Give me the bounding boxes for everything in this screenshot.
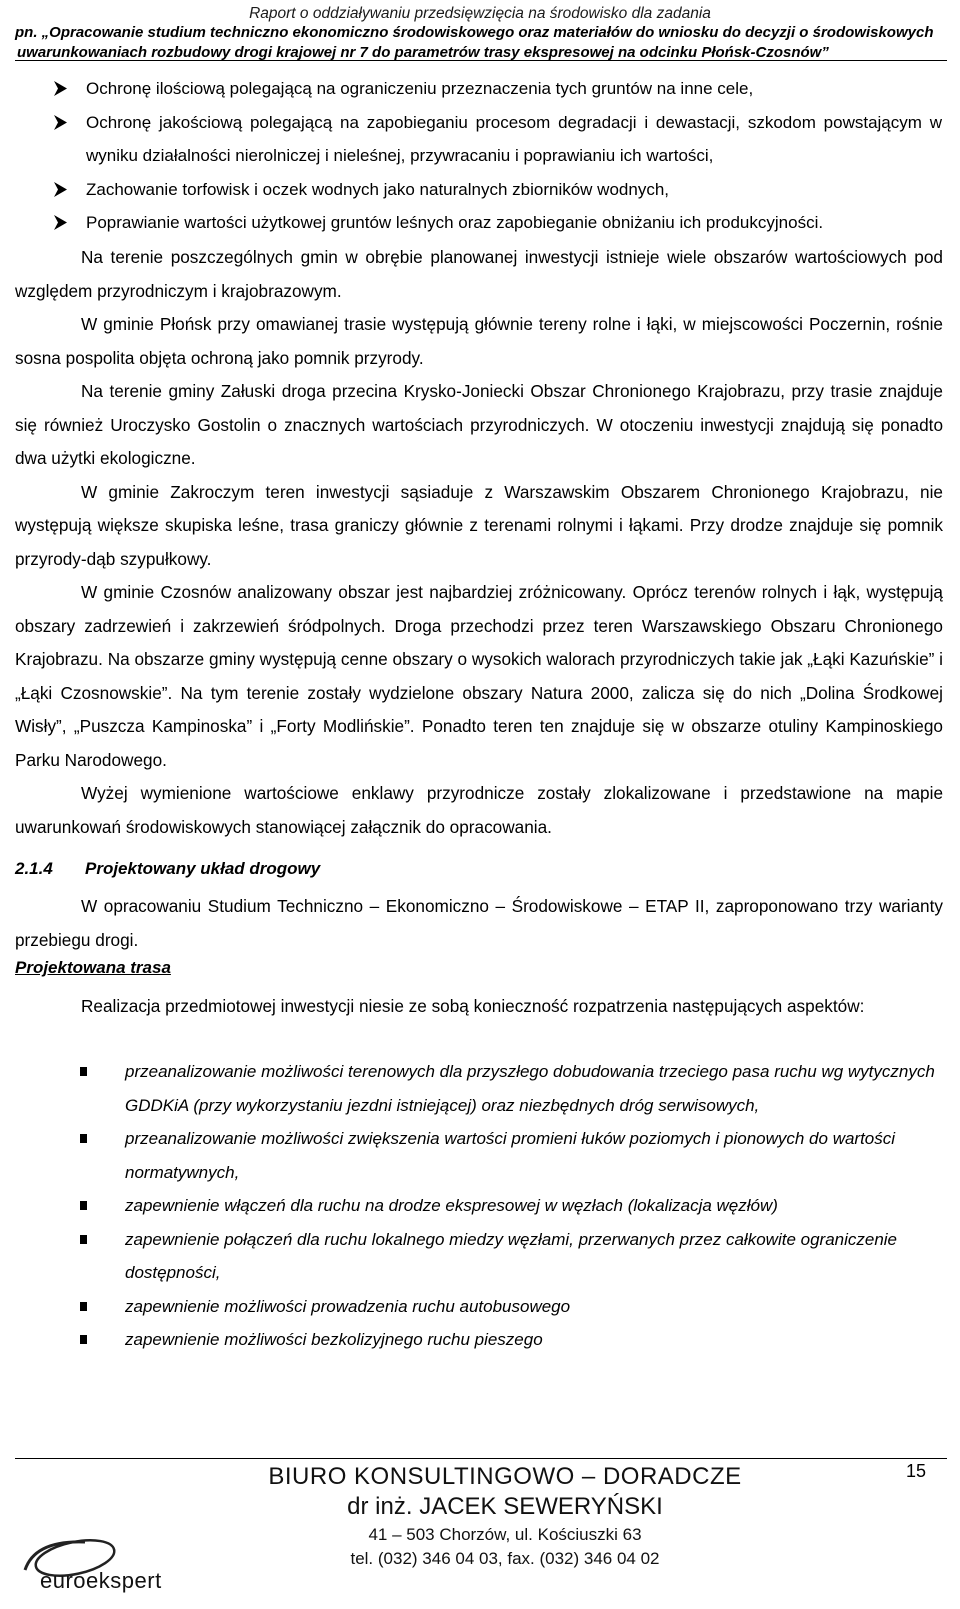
paragraph: Na terenie gminy Załuski droga przecina Krysko-Joniecki Obszar Chronionego Krajobrazu, przy trasie znajduje się również Uroczysko Gostolin o znacznych wartościach przyrodniczych. W otoczeniu inwestycji znajdują się ponadto dwa użytki ekologiczne. [15,381,943,468]
list-item: zapewnienie możliwości bezkolizyjnego ruchu pieszego [80,1323,942,1357]
page-number: 15 [906,1461,927,1481]
aspects-list [80,1055,942,1357]
header-line-2: pn. „Opracowanie studium techniczno ekonomiczno środowiskowego oraz materiałów do wniosku do decyzji o środowiskowych [15,24,934,41]
header-line-1: Raport o oddziaływaniu przedsięwzięcia na środowisko dla zadania [249,5,711,22]
arrowhead-bullet-icon [52,72,72,105]
header-line-3: uwarunkowaniach rozbudowy drogi krajowej nr 7 do parametrów trasy ekspresowej na odcinku Płońsk-Czosnów” [17,44,829,61]
footer-rule [15,1458,947,1459]
company-phone: tel. (032) 346 04 03, fax. (032) 346 04 02 [350,1549,660,1568]
square-bullet-icon [80,1235,87,1244]
body-text [15,241,943,844]
list-item: zapewnienie włączeń dla ruchu na drodze ekspresowej w węzłach (lokalizacja węzłów) [80,1189,942,1223]
square-bullet-icon [80,1134,87,1143]
arrowhead-bullet-icon [52,206,72,239]
list-item: zapewnienie możliwości prowadzenia ruchu autobusowego [80,1290,942,1324]
header-rule [15,60,947,61]
arrowhead-bullet-icon [52,173,72,206]
company-address: 41 – 503 Chorzów, ul. Kościuszki 63 [368,1525,642,1544]
section-number: 2.1.4 [15,859,53,878]
list-item: Ochronę jakościową polegającą na zapobieganiu procesom degradacji i dewastacji, szkodom powstającym w wyniku działalności nierolniczej i nieleśnej, przywracaniu i poprawianiu ich wartości, [52,106,942,173]
paragraph: Wyżej wymienione wartościowe enklawy przyrodnicze zostały zlokalizowane i przedstawione na mapie uwarunkowań środowiskowych stanowiącej załącznik do opracowania. [15,783,943,837]
protection-list [52,72,942,240]
square-bullet-icon [80,1302,87,1311]
list-item: Zachowanie torfowisk i oczek wodnych jako naturalnych zbiorników wodnych, [52,173,942,207]
subsection-title: Projektowana trasa [15,958,171,977]
section-title: Projektowany układ drogowy [85,859,321,878]
company-name: BIURO KONSULTINGOWO – DORADCZE [268,1463,742,1490]
paragraph: W gminie Czosnów analizowany obszar jest najbardziej zróżnicowany. Oprócz terenów rolnych i łąk, występują obszary zadrzewień i zakrzewień śródpolnych. Droga przechodzi przez teren Warszawskiego Obszaru Chronionego Krajobrazu. Na obszarze gminy występują cenne obszary o wysokich walorach przyrodniczych takie jak „Łąki Kazuńskie” i „Łąki Czosnowskie”. Na tym terenie zostały wydzielone obszary Natura 2000, zalicza się do nich „Dolina Środkowej Wisły”, „Puszcza Kampinoska” i „Forty Modlińskie”. Ponadto teren ten znajduje się w obszarze otuliny Kampinoskiego Parku Narodowego. [15,582,943,770]
paragraph: W gminie Płońsk przy omawianej trasie występują głównie tereny rolne i łąki, w miejscowości Poczernin, rośnie sosna pospolita objęta ochroną jako pomnik przyrody. [15,314,943,368]
list-item: przeanalizowanie możliwości zwiększenia wartości promieni łuków poziomych i pionowych do wartości normatywnych, [80,1122,942,1189]
paragraph: W gminie Zakroczym teren inwestycji sąsiaduje z Warszawskim Obszarem Chronionego Krajobrazu, nie występują większe skupiska leśne, trasa graniczy głównie z terenami rolnymi i łąkami. Przy drodze znajduje się pomnik przyrody-dąb szypułkowy. [15,481,943,569]
square-bullet-icon [80,1335,87,1344]
arrowhead-bullet-icon [52,106,72,139]
list-item: Poprawianie wartości użytkowej gruntów leśnych oraz zapobieganie obniżaniu ich produkcyjności. [52,206,942,240]
square-bullet-icon [80,1067,87,1076]
section-heading [15,859,320,879]
paragraph: Na terenie poszczególnych gmin w obrębie planowanej inwestycji istnieje wiele obszarów wartościowych pod względem przyrodniczym i krajobrazowym. [15,247,943,301]
logo-text: euroekspert [40,1568,162,1593]
page-header [15,0,945,63]
list-item: zapewnienie połączeń dla ruchu lokalnego miedzy węzłami, przerwanych przez całkowite ograniczenie dostępności, [80,1223,942,1290]
list-item: przeanalizowanie możliwości terenowych dla przyszłego dobudowania trzeciego pasa ruchu wg wytycznych GDDKiA (przy wykorzystaniu jezdni istniejącej) oraz niezbędnych dróg serwisowych, [80,1055,942,1122]
section-lead: Realizacja przedmiotowej inwestycji niesie ze sobą konieczność rozpatrzenia następujących aspektów: [81,996,865,1016]
list-item: Ochronę ilościową polegającą na ograniczeniu przeznaczenia tych gruntów na inne cele, [52,72,942,106]
company-owner: dr inż. JACEK SEWERYŃSKI [347,1493,663,1520]
company-info [230,1462,780,1571]
section-intro: W opracowaniu Studium Techniczno – Ekonomiczno – Środowiskowe – ETAP II, zaproponowano trzy warianty przebiegu drogi. [15,896,943,950]
square-bullet-icon [80,1201,87,1210]
